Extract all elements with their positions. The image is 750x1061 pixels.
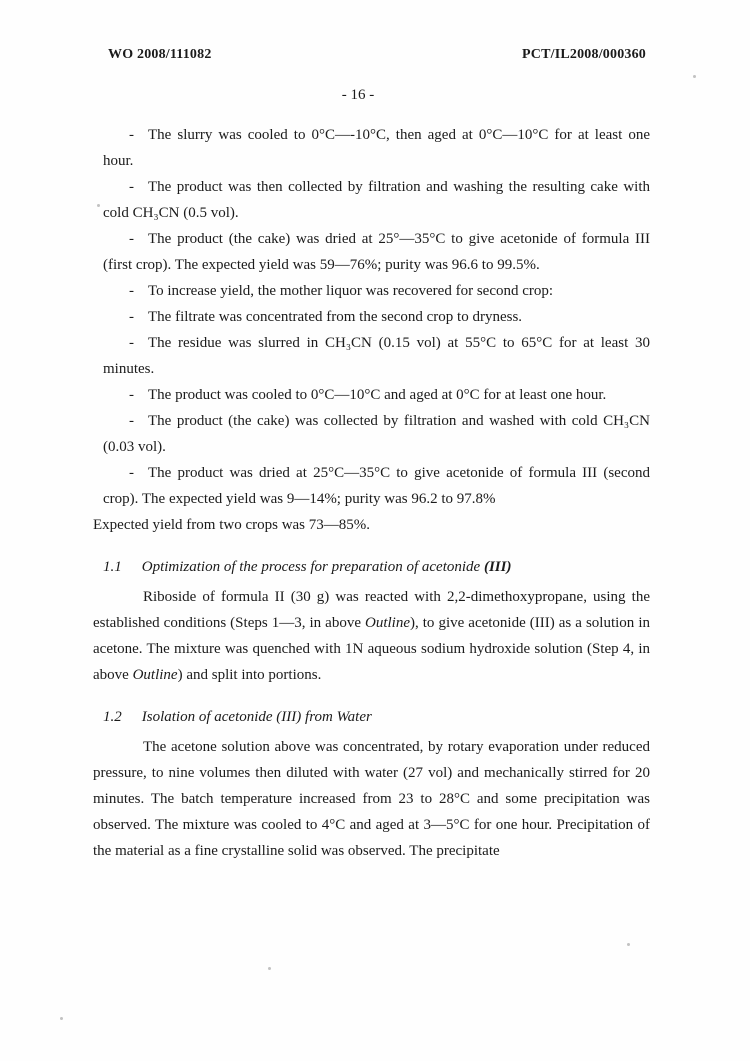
section-title: Optimization of the process for preparation of acetonide (III)	[141, 559, 512, 575]
publication-number: WO 2008/111082	[108, 47, 212, 62]
bullet-dash: -	[129, 387, 134, 403]
bullet-text: The filtrate was concentrated from the second crop to dryness.	[148, 309, 523, 325]
bullet-item	[93, 304, 650, 330]
bullet-item	[93, 226, 650, 278]
section-1-1	[93, 554, 650, 688]
bullet-dash: -	[129, 335, 134, 351]
section-heading	[93, 554, 650, 580]
page-number: - 16 -	[341, 87, 375, 103]
section-paragraph: Riboside of formula II (30 g) was reacted with 2,2-dimethoxypropane, using the established conditions (Steps 1—3, in above Outline), to give acetonide (III) as a solution in acetone. The mixture was quenched with 1N aqueous sodium hydroxide solution (Step 4, in above Outline) and split into portions.	[93, 589, 650, 683]
section-number: 1.2	[103, 709, 122, 725]
bullet-text: The residue was slurred in CH₃CN (0.15 vol) at 55°C to 65°C for at least 30 minutes.	[103, 335, 650, 377]
bullet-text: The product was cooled to 0°C—10°C and aged at 0°C for at least one hour.	[148, 387, 607, 403]
bullet-item	[93, 278, 650, 304]
bullet-item	[93, 382, 650, 408]
bullet-text: The slurry was cooled to 0°C—-10°C, then aged at 0°C—10°C for at least one hour.	[103, 127, 650, 169]
bullet-dash: -	[129, 179, 134, 195]
application-number: PCT/IL2008/000360	[522, 47, 646, 62]
scan-speck	[627, 943, 630, 946]
scan-speck	[97, 204, 100, 207]
bullet-dash: -	[129, 283, 134, 299]
bullet-dash: -	[129, 465, 134, 481]
bullet-dash: -	[129, 309, 134, 325]
bullet-dash: -	[129, 413, 134, 429]
bullet-text: To increase yield, the mother liquor was recovered for second crop:	[148, 283, 554, 299]
section-number: 1.1	[103, 559, 122, 575]
section-1-2	[93, 704, 650, 864]
scan-speck	[693, 75, 696, 78]
bullet-item	[93, 174, 650, 226]
bullet-item	[93, 408, 650, 460]
bullet-text: The product (the cake) was collected by filtration and washed with cold CH₃CN (0.03 vol).	[103, 413, 650, 455]
section-title: Isolation of acetonide (III) from Water	[141, 709, 372, 725]
section-heading	[93, 704, 650, 730]
closing-line: Expected yield from two crops was 73—85%.	[93, 517, 371, 533]
bullet-text: The product was then collected by filtration and washing the resulting cake with cold CH₃CN (0.5 vol).	[103, 179, 650, 221]
scan-speck	[60, 1017, 63, 1020]
scan-speck	[268, 967, 271, 970]
bullet-text: The product (the cake) was dried at 25°—35°C to give acetonide of formula III (first crop). The expected yield was 59—76%; purity was 96.6 to 99.5%.	[103, 231, 650, 273]
bullet-dash: -	[129, 231, 134, 247]
bullet-item	[93, 122, 650, 174]
bullet-dash: -	[129, 127, 134, 143]
section-paragraph: The acetone solution above was concentrated, by rotary evaporation under reduced pressure, to nine volumes then diluted with water (27 vol) and mechanically stirred for 20 minutes. The batch temperature increased from 23 to 28°C and some precipitation was observed. The mixture was cooled to 4°C and aged at 3—5°C for one hour. Precipitation of the material as a fine crystalline solid was observed. The precipitate	[93, 739, 650, 859]
bullet-item	[93, 460, 650, 512]
document-body	[93, 122, 650, 864]
bullet-item	[93, 330, 650, 382]
bullet-text: The product was dried at 25°C—35°C to give acetonide of formula III (second crop). The expected yield was 9—14%; purity was 96.2 to 97.8%	[103, 465, 650, 507]
document-header	[108, 47, 646, 63]
